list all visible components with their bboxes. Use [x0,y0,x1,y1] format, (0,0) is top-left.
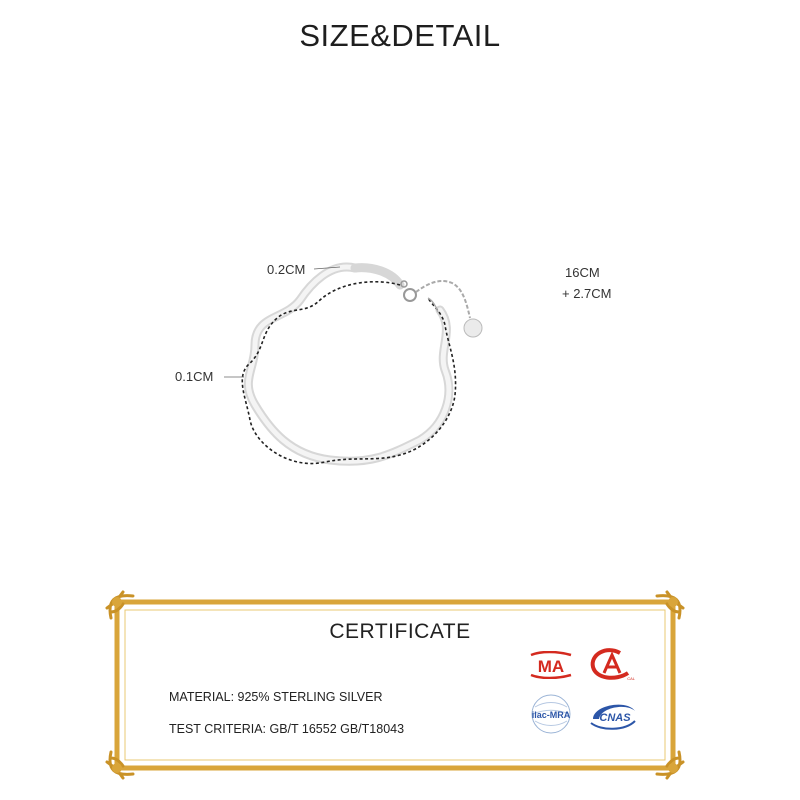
cnas-logo-text: CNAS [599,712,631,724]
test-criteria-line: TEST CRITERIA: GB/T 16552 GB/T18043 [169,722,405,736]
dimension-extension: + 2.7CM [562,286,612,301]
dimension-side-width: 0.1CM [175,369,214,384]
certificate-frame [105,590,685,780]
cnas-logo [587,697,639,733]
ilac-logo-text: ilac-MRA [531,710,571,720]
cal-logo-text: CAL [627,676,635,681]
ma-logo-text: MA [537,657,565,676]
dimension-top-width: 0.2CM [267,262,306,277]
round-tag [464,319,482,337]
snake-chain-band [248,267,448,461]
material-line: MATERIAL: 925% STERLING SILVER [169,690,383,704]
page-title: SIZE&DETAIL [299,18,501,53]
ilac-mra-logo [527,693,575,735]
clasp-ring [404,289,416,301]
cal-logo [588,647,638,681]
dimension-length: 16CM [565,265,600,280]
certificate-title: CERTIFICATE [329,620,471,643]
ma-logo [527,651,583,679]
